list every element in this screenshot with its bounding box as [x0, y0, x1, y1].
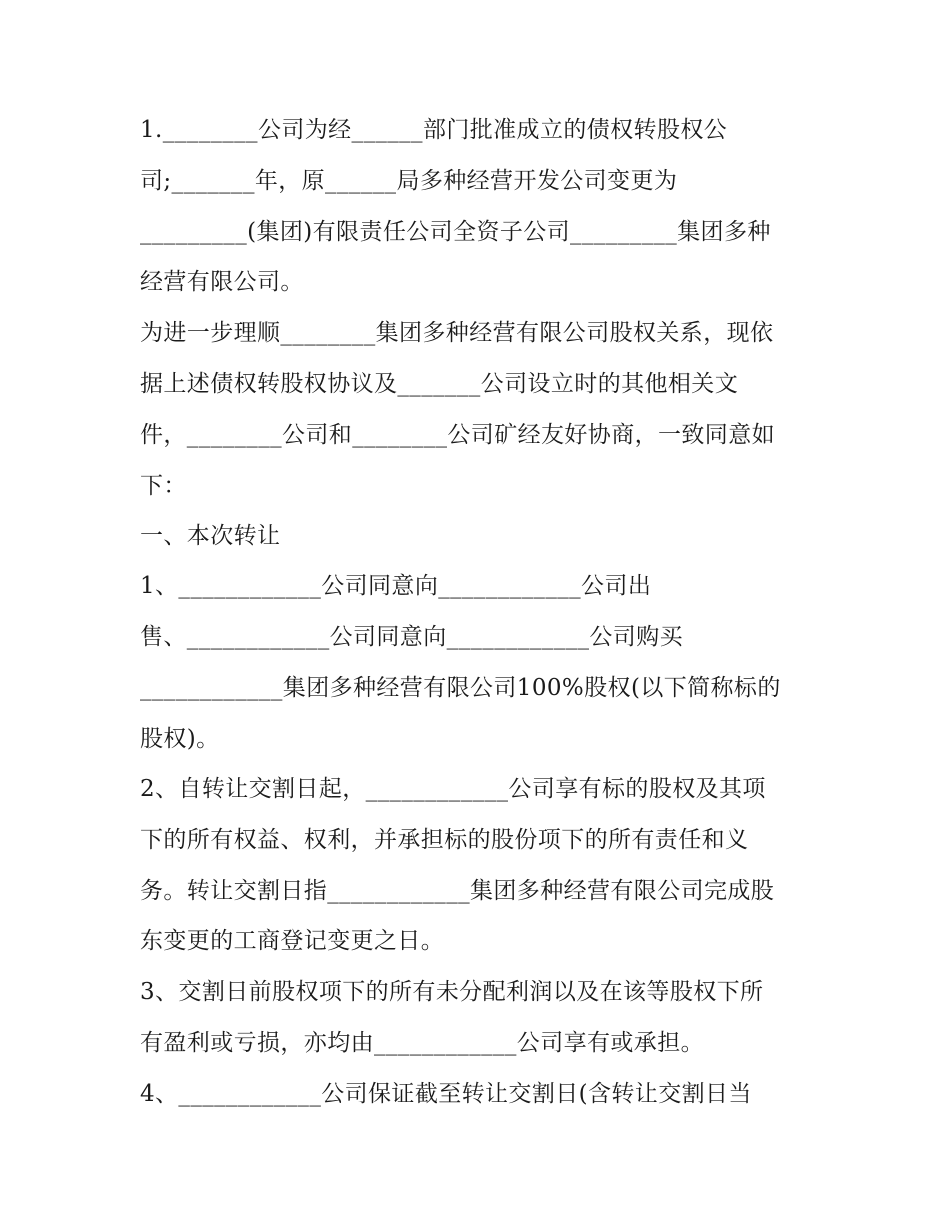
paragraph-line: 1、____________公司同意向____________公司出	[140, 573, 652, 599]
paragraph-line: 股权)。	[140, 726, 220, 752]
paragraph-line: 3、交割日前股权项下的所有未分配利润以及在该等股权下所	[140, 979, 764, 1005]
paragraph-line: ____________集团多种经营有限公司100%股权(以下简称标的	[140, 675, 781, 701]
paragraph-line: 据上述债权转股权协议及_______公司设立时的其他相关文	[140, 371, 739, 397]
paragraph-line: 下的所有权益、权利，并承担标的股份项下的所有责任和义	[140, 827, 749, 853]
paragraph-line: 件，________公司和________公司矿经友好协商，一致同意如	[140, 422, 775, 448]
paragraph-line: 4、____________公司保证截至转让交割日(含转让交割日当	[140, 1081, 752, 1107]
paragraph-line: 下：	[140, 473, 187, 499]
section-heading: 一、本次转让	[140, 523, 281, 549]
paragraph-line: 售、____________公司同意向____________公司购买	[140, 624, 683, 650]
paragraph-line: 东变更的工商登记变更之日。	[140, 928, 445, 954]
paragraph-line: 经营有限公司。	[140, 269, 304, 295]
paragraph-line: 为进一步理顺________集团多种经营有限公司股权关系，现依	[140, 320, 774, 346]
paragraph-line: 有盈利或亏损，亦均由____________公司享有或承担。	[140, 1030, 704, 1056]
paragraph-line: _________(集团)有限责任公司全资子公司_________集团多种	[140, 219, 771, 245]
paragraph-line: 2、自转让交割日起，____________公司享有标的股权及其项	[140, 776, 766, 802]
paragraph-line: 务。转让交割日指____________集团多种经营有限公司完成股	[140, 878, 775, 904]
paragraph-line: 1.________公司为经______部门批准成立的债权转股权公	[140, 117, 728, 143]
paragraph-line: 司;_______年，原______局多种经营开发公司变更为	[140, 168, 678, 194]
